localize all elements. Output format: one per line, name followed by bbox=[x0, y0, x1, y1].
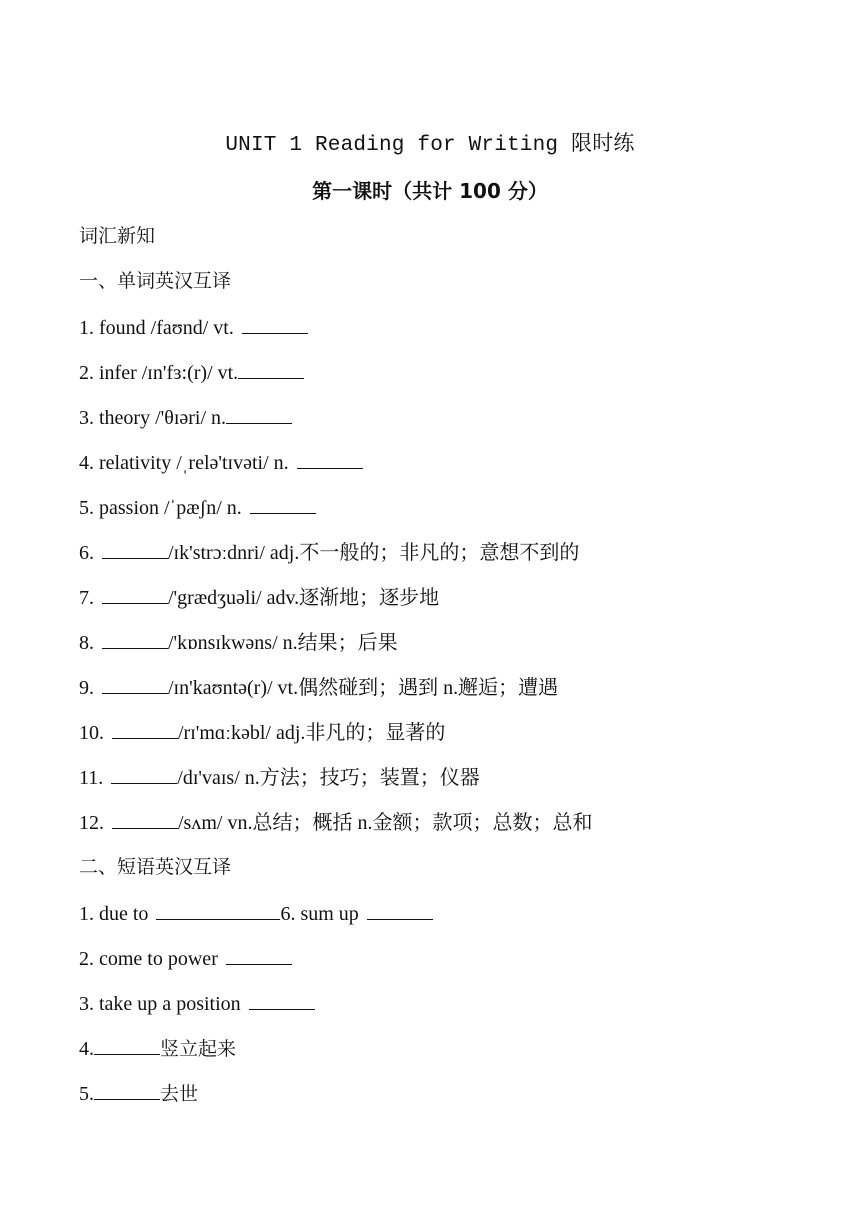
answer-blank[interactable] bbox=[156, 899, 280, 920]
answer-blank[interactable] bbox=[242, 313, 308, 334]
phrase-item-text: 3. take up a position bbox=[79, 993, 241, 1015]
vocab-item-8 bbox=[79, 628, 398, 657]
vocab-item-number: 8. bbox=[79, 632, 94, 654]
vocab-item-text: 1. found /faʊnd/ vt. bbox=[79, 317, 234, 339]
vocab-item-3 bbox=[79, 403, 292, 432]
phrase-item-2 bbox=[79, 944, 292, 973]
phrase-item-text: 6. sum up bbox=[280, 903, 359, 925]
vocab-item-10 bbox=[79, 718, 445, 747]
vocab-item-number: 12. bbox=[79, 812, 104, 834]
answer-blank[interactable] bbox=[102, 628, 168, 649]
vocab-item-definition: /ɪk'strɔːdnri/ adj.不一般的；非凡的；意想不到的 bbox=[168, 542, 580, 564]
vocab-item-12 bbox=[79, 808, 592, 837]
answer-blank[interactable] bbox=[102, 538, 168, 559]
vocab-item-definition: /dɪ'vaɪs/ n.方法；技巧；装置；仪器 bbox=[177, 767, 480, 789]
vocab-item-text: 5. passion /ˈpæʃn/ n. bbox=[79, 497, 242, 519]
vocab-item-definition: /ɪn'kaʊntə(r)/ vt.偶然碰到；遇到 n.邂逅；遭遇 bbox=[168, 677, 559, 699]
vocab-item-text: 4. relativity /ˌrelə'tɪvəti/ n. bbox=[79, 452, 289, 474]
answer-blank[interactable] bbox=[94, 1079, 160, 1100]
vocab-item-1 bbox=[79, 313, 308, 342]
vocab-item-number: 6. bbox=[79, 542, 94, 564]
phrase-item-text: 竖立起来 bbox=[160, 1038, 237, 1060]
vocab-item-5 bbox=[79, 493, 316, 522]
phrase-item-text: 1. due to bbox=[79, 903, 149, 925]
answer-blank[interactable] bbox=[102, 583, 168, 604]
phrase-item-1-6 bbox=[79, 899, 433, 928]
answer-blank[interactable] bbox=[226, 403, 292, 424]
vocab-item-number: 11. bbox=[79, 767, 104, 789]
answer-blank[interactable] bbox=[111, 763, 177, 784]
vocab-item-6 bbox=[79, 538, 579, 567]
phrase-item-text: 去世 bbox=[160, 1083, 199, 1105]
section-vocab-heading: 词汇新知 bbox=[79, 225, 156, 247]
worksheet-title: UNIT 1 Reading for Writing 限时练 bbox=[225, 134, 635, 157]
vocab-item-text: 3. theory /'θɪəri/ n. bbox=[79, 407, 227, 429]
answer-blank[interactable] bbox=[112, 808, 178, 829]
phrase-item-text: 2. come to power bbox=[79, 948, 218, 970]
answer-blank[interactable] bbox=[102, 673, 168, 694]
worksheet-subtitle: 第一课时（共计 100 分） bbox=[312, 179, 548, 203]
vocab-item-11 bbox=[79, 763, 480, 792]
answer-blank[interactable] bbox=[297, 448, 363, 469]
vocab-item-definition: /'grædʒuəli/ adv.逐渐地；逐步地 bbox=[168, 587, 440, 609]
vocab-item-7 bbox=[79, 583, 439, 612]
phrase-item-number: 5. bbox=[79, 1083, 94, 1105]
phrase-item-4 bbox=[79, 1034, 236, 1063]
phrase-item-3 bbox=[79, 989, 315, 1018]
answer-blank[interactable] bbox=[226, 944, 292, 965]
vocab-item-4 bbox=[79, 448, 363, 477]
vocab-item-number: 7. bbox=[79, 587, 94, 609]
phrase-item-number: 4. bbox=[79, 1038, 94, 1060]
vocab-item-2 bbox=[79, 358, 304, 387]
answer-blank[interactable] bbox=[112, 718, 178, 739]
vocab-item-9 bbox=[79, 673, 558, 702]
part2-heading: 二、短语英汉互译 bbox=[79, 856, 232, 878]
vocab-item-number: 10. bbox=[79, 722, 104, 744]
answer-blank[interactable] bbox=[94, 1034, 160, 1055]
part1-heading: 一、单词英汉互译 bbox=[79, 270, 232, 292]
vocab-item-number: 9. bbox=[79, 677, 94, 699]
vocab-item-definition: /sʌm/ vn.总结；概括 n.金额；款项；总数；总和 bbox=[178, 812, 593, 834]
answer-blank[interactable] bbox=[249, 989, 315, 1010]
vocab-item-definition: /'kɒnsɪkwəns/ n.结果；后果 bbox=[168, 632, 398, 654]
answer-blank[interactable] bbox=[367, 899, 433, 920]
answer-blank[interactable] bbox=[250, 493, 316, 514]
vocab-item-text: 2. infer /ɪn'fɜ:(r)/ vt. bbox=[79, 362, 239, 384]
phrase-item-5 bbox=[79, 1079, 198, 1108]
answer-blank[interactable] bbox=[238, 358, 304, 379]
vocab-item-definition: /rɪ'mɑːkəbl/ adj.非凡的；显著的 bbox=[178, 722, 446, 744]
